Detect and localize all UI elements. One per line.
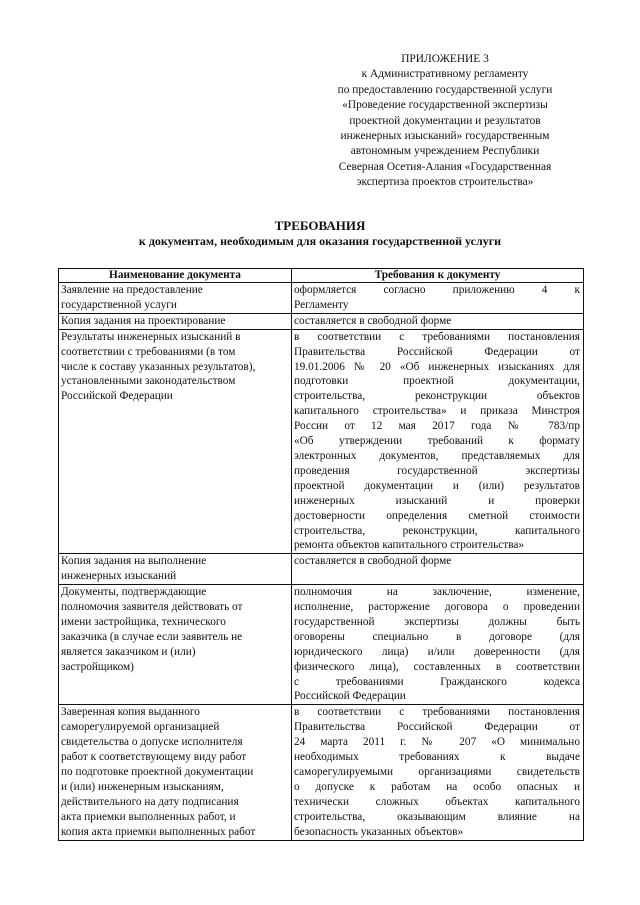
requirement-cell xyxy=(292,313,584,329)
appendix-line: экспертиза проектов строительства» xyxy=(356,176,534,189)
cell-line: инженерных изысканий и проверки xyxy=(294,494,580,507)
cell-line: Заверенная копия выданного xyxy=(61,706,200,719)
cell-line: копия акта приемки выполненных работ xyxy=(61,825,256,838)
cell-line: физического лица), составленных в соответствии xyxy=(294,660,580,673)
cell-line: государственной экспертизы должны быть xyxy=(294,615,580,628)
requirement-cell xyxy=(292,554,584,585)
table-row xyxy=(59,313,584,329)
cell-line: действительного на дату подписания xyxy=(61,795,239,808)
cell-line: ремонта объектов капитального строительства» xyxy=(294,539,525,552)
cell-line: «Об утверждении требований к формату xyxy=(294,435,580,448)
cell-line: саморегулируемой организацией xyxy=(61,721,220,734)
cell-line: соответствии с требованиями (в том xyxy=(61,345,236,358)
header-requirements: Требования к документу xyxy=(292,269,584,283)
appendix-line: «Проведение государственной экспертизы xyxy=(342,99,548,112)
document-name-cell xyxy=(59,313,292,329)
requirement-cell xyxy=(292,329,584,554)
cell-line: в соответствии с требованиями постановления xyxy=(294,706,580,719)
cell-line: технически сложных объектах капитального xyxy=(294,795,580,808)
cell-line: 19.01.2006 № 20 «Об инженерных изысканиях для xyxy=(294,360,580,373)
document-name-cell xyxy=(59,283,292,314)
cell-line: Правительства Российской Федерации от xyxy=(294,345,580,358)
cell-line: капитального строительства» и приказа Минстроя xyxy=(294,405,580,418)
cell-line: свидетельства о допуске исполнителя xyxy=(61,736,243,749)
cell-line: строительства, оказывающим влияние на xyxy=(294,810,580,823)
cell-line: по подготовке проектной документации xyxy=(61,766,254,778)
appendix-line: по предоставлению государственной услуги xyxy=(337,83,553,96)
cell-line: 24 марта 2011 г. № 207 «О минимально xyxy=(294,736,580,749)
table-row xyxy=(59,585,584,705)
cell-line: полномочия на заключение, изменение, xyxy=(294,586,580,599)
cell-line: и (или) инженерным изысканиям, xyxy=(61,780,224,793)
cell-line: Правительства Российской Федерации от xyxy=(294,721,580,734)
table-row xyxy=(59,554,584,585)
requirement-cell xyxy=(292,283,584,314)
cell-line: проектной документации и (или) результатов xyxy=(294,479,580,492)
requirement-cell xyxy=(292,585,584,705)
cell-line: исполнение, расторжение договора о проведении xyxy=(294,601,580,614)
document-name-cell xyxy=(59,705,292,840)
cell-line: заказчика (в случае если заявитель не xyxy=(61,630,243,643)
table-row xyxy=(59,705,584,840)
cell-line: юридического лица) и/или доверенности (для xyxy=(294,645,580,658)
appendix-line: Северная Осетия-Алания «Государственная xyxy=(338,160,552,173)
appendix-line: инженерных изысканий» государственным xyxy=(340,130,550,143)
cell-line: полномочия заявителя действовать от xyxy=(61,601,243,614)
cell-line: о допуске к работам на особо опасных и xyxy=(294,780,580,793)
appendix-line: автономным учреждением Республики xyxy=(350,145,540,158)
cell-line: установленными законодательством xyxy=(61,375,236,388)
cell-line: Результаты инженерных изысканий в xyxy=(61,330,241,343)
cell-line: проведения государственной экспертизы xyxy=(294,464,580,477)
cell-line: необходимых требованиях к выдаче xyxy=(294,751,580,764)
requirements-table xyxy=(58,268,584,841)
cell-line: саморегулируемыми организациями свидетельств xyxy=(294,766,580,778)
document-name-cell xyxy=(59,554,292,585)
cell-line: в соответствии с требованиями постановления xyxy=(294,330,580,343)
document-name-cell xyxy=(59,585,292,705)
cell-line: застройщиком) xyxy=(61,660,134,673)
cell-line: Заявление на предоставление xyxy=(61,284,203,296)
cell-line: является заказчиком и (или) xyxy=(61,645,196,658)
cell-line: имени застройщика, технического xyxy=(61,615,226,628)
cell-line: России от 12 мая 2017 года № 783/пр xyxy=(294,420,580,433)
cell-line: инженерных изысканий xyxy=(61,570,177,583)
cell-line: с требованиями Гражданского кодекса xyxy=(294,675,580,688)
cell-line: Документы, подтверждающие xyxy=(61,586,207,599)
appendix-header xyxy=(300,52,590,191)
cell-line: числе к составу указанных результатов), xyxy=(61,360,256,373)
cell-line: строительства, реконструкции объектов xyxy=(294,390,580,403)
appendix-line: к Административному регламенту xyxy=(361,68,529,81)
document-subtitle: к документам, необходимым для оказания государственной услуги xyxy=(138,234,502,248)
table-row xyxy=(59,283,584,314)
cell-line: составляется в свободной форме xyxy=(294,555,452,568)
cell-line: Российской Федерации xyxy=(294,690,406,703)
requirement-cell xyxy=(292,705,584,840)
cell-line: строительства, реконструкции, капитального xyxy=(294,524,580,537)
cell-line: акта приемки выполненных работ, и xyxy=(61,810,236,823)
appendix-line: проектной документации и результатов xyxy=(349,114,541,127)
cell-line: оформляется согласно приложению 4 к xyxy=(294,284,580,296)
cell-line: оговорены специально в договоре (для xyxy=(294,630,580,643)
cell-line: работ к соответствующему виду работ xyxy=(61,751,247,764)
cell-line: достоверности определения сметной стоимости xyxy=(294,509,580,522)
cell-line: Регламенту xyxy=(294,298,349,311)
document-title: ТРЕБОВАНИЯ xyxy=(274,218,366,233)
header-document-name: Наименование документа xyxy=(59,269,292,283)
cell-line: Копия задания на выполнение xyxy=(61,555,207,568)
table-row xyxy=(59,329,584,554)
cell-line: Российской Федерации xyxy=(61,390,173,403)
appendix-line: ПРИЛОЖЕНИЕ 3 xyxy=(401,53,489,65)
cell-line: безопасность указанных объектов» xyxy=(294,825,464,838)
document-name-cell xyxy=(59,329,292,554)
cell-line: государственной услуги xyxy=(61,298,177,311)
cell-line: составляется в свободной форме xyxy=(294,314,452,327)
table-header-row xyxy=(59,269,584,283)
cell-line: Копия задания на проектирование xyxy=(61,314,226,327)
cell-line: электронных документов, представляемых для xyxy=(294,449,580,462)
cell-line: подготовки проектной документации, xyxy=(294,375,580,388)
